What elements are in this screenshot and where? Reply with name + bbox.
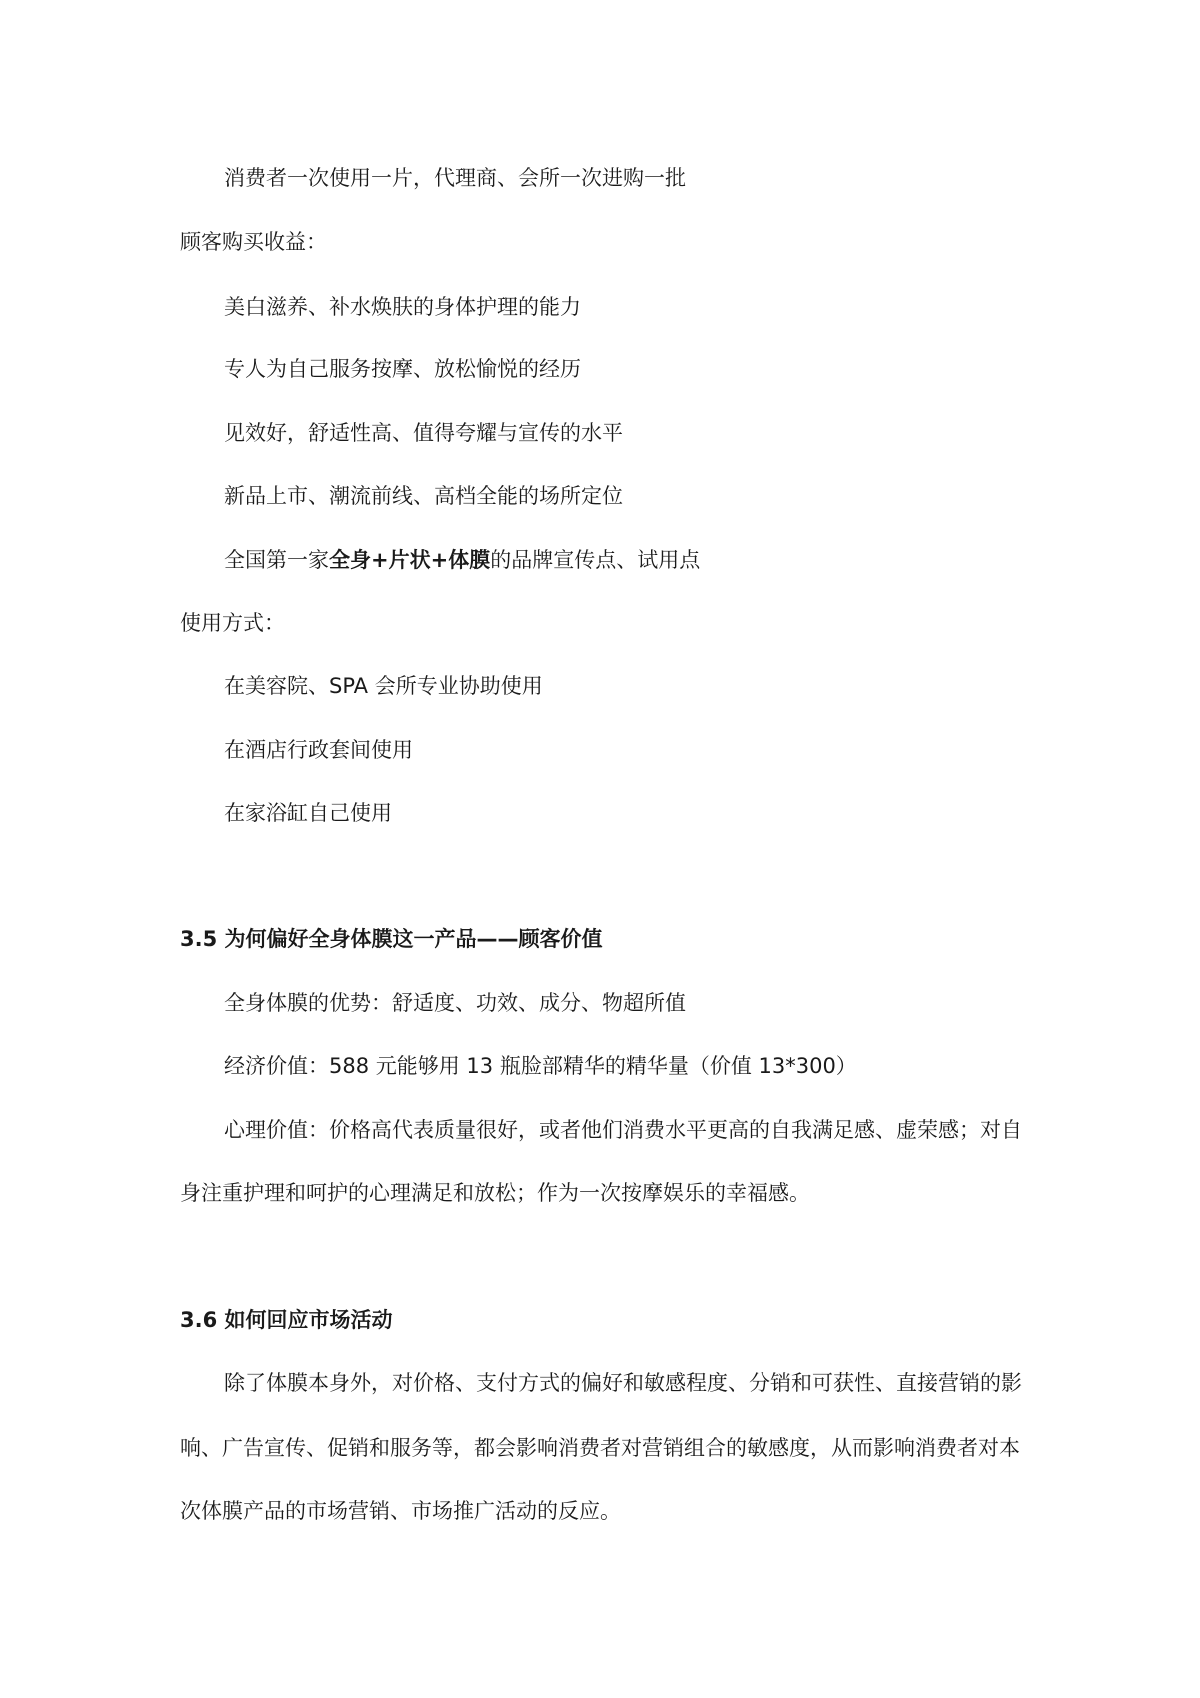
paragraph-line: 响、广告宣传、促销和服务等，都会影响消费者对营销组合的敏感度，从而影响消费者对本 <box>180 1436 1020 1460</box>
benefit-prefix: 全国第一家 <box>224 548 329 572</box>
benefit-item: 专人为自己服务按摩、放松愉悦的经历 <box>224 357 581 381</box>
benefit-item: 美白滋养、补水焕肤的身体护理的能力 <box>224 295 581 319</box>
paragraph-line: 除了体膜本身外，对价格、支付方式的偏好和敏感程度、分销和可获性、直接营销的影 <box>224 1371 1022 1395</box>
benefit-bold: 全身+片状+体膜 <box>329 548 491 572</box>
benefit-item: 新品上市、潮流前线、高档全能的场所定位 <box>224 484 623 508</box>
paragraph-line: 全身体膜的优势：舒适度、功效、成分、物超所值 <box>224 991 686 1015</box>
section-heading-3-5: 3.5 为何偏好全身体膜这一产品——顾客价值 <box>180 927 603 951</box>
usage-label: 使用方式： <box>180 611 285 635</box>
benefit-item <box>224 545 700 575</box>
benefit-suffix: 的品牌宣传点、试用点 <box>490 548 701 572</box>
paragraph-line: 经济价值：588 元能够用 13 瓶脸部精华的精华量（价值 13*300） <box>224 1054 857 1078</box>
benefits-label: 顾客购买收益： <box>180 230 327 254</box>
usage-item: 在美容院、SPA 会所专业协助使用 <box>224 674 543 698</box>
paragraph-line: 身注重护理和呵护的心理满足和放松；作为一次按摩娱乐的幸福感。 <box>180 1181 810 1205</box>
usage-item: 在家浴缸自己使用 <box>224 801 392 825</box>
paragraph-line: 心理价值：价格高代表质量很好，或者他们消费水平更高的自我满足感、虚荣感；对自 <box>224 1118 1022 1142</box>
usage-item: 在酒店行政套间使用 <box>224 738 413 762</box>
benefit-item: 见效好，舒适性高、值得夸耀与宣传的水平 <box>224 421 623 445</box>
section-heading-3-6: 3.6 如何回应市场活动 <box>180 1308 393 1332</box>
intro-line: 消费者一次使用一片，代理商、会所一次进购一批 <box>224 166 686 190</box>
paragraph-line: 次体膜产品的市场营销、市场推广活动的反应。 <box>180 1499 621 1523</box>
